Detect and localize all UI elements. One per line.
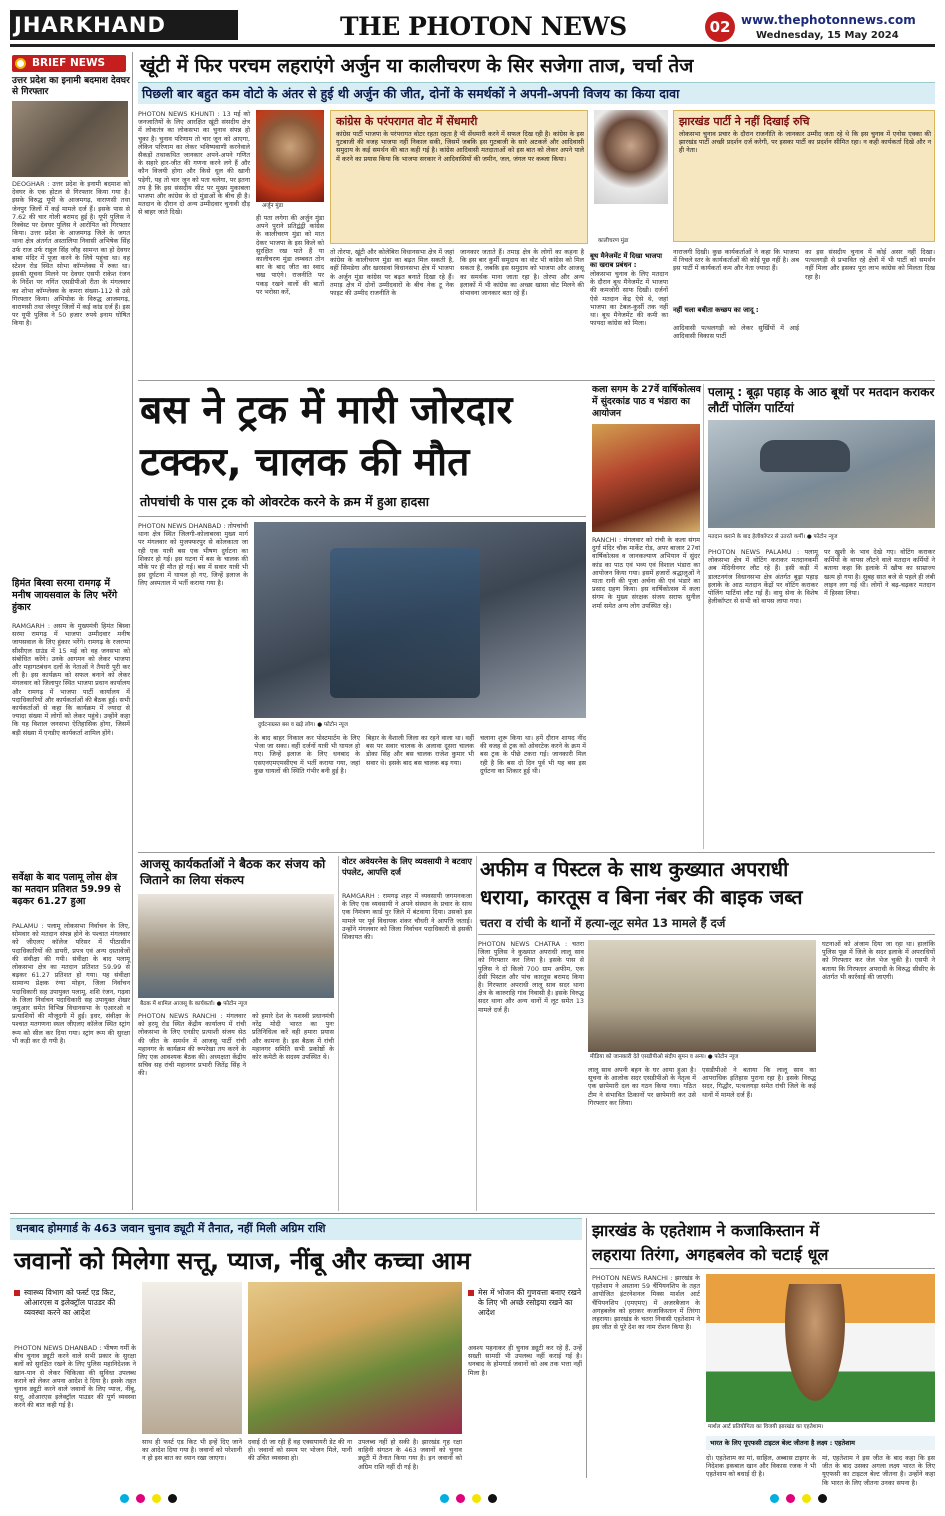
kazakh-photo-caption: मार्शल आर्ट प्रतियोगिता का विजयी झारखंड का एहतेशाम। — [708, 1424, 824, 1430]
opium-body-col-2: लालू साव अपनी बहन के घर आया हुआ है। सूचना के आलोक सदर एसडीपीओ के नेतृत्व में एक छापेमारी दल का गठन किया गया। गठित टीम ने संभावित ठिकानों पर छापेमारी कर उसे गिरफ्तार कर लिया। — [588, 1066, 696, 1107]
opium-body-col-3: एसडीपीओ ने बताया कि लालू साव का आपराधिक इतिहास पुराना रहा है। इसके विरुद्ध सदर, गिद्धौर, पत्थलगड़ा समेत रांची जिले के कई थानों में मामले दर्ज हैं। — [702, 1066, 816, 1099]
homeguard-bullet-1: स्वास्थ्य विभाग को फर्स्ट एड किट, ओआरएस व इलेक्ट्रॉल पाउडर की व्यवस्था करने का आदेश — [24, 1288, 116, 1317]
opium-photo — [588, 940, 816, 1052]
color-mark-yellow-3 — [802, 1494, 811, 1503]
opium-subhead: चतरा व रांची के थानों में हत्या-लूट समेत 13 मामले हैं दर्ज — [480, 916, 726, 930]
color-mark-magenta — [136, 1494, 145, 1503]
color-mark-black-2 — [488, 1494, 497, 1503]
lead-subhead-booth: बूथ मैनेजमेंट में दिखा भाजपा का खराब प्रबंधन : — [590, 252, 663, 269]
website-link[interactable]: www.thephotonnews.com — [741, 13, 916, 27]
kala-photo — [592, 424, 700, 532]
color-mark-cyan-3 — [770, 1494, 779, 1503]
kazakh-body-col-2: दो। एहतेशाम का मां, साहिल, अब्बास टाइगर के निदेशक इकबाल खान और विकास रजक ने भी एहतेशाम को बधाई दी है। — [706, 1454, 816, 1479]
truck-headline-line-1: बस ने ट्रक में मारी जोरदार — [140, 388, 513, 433]
paper-logo: THE PHOTON NEWS — [340, 12, 627, 41]
lead-body-col-3: तो तोरपा, खूंटी और कोलेबिरा विधानसभा क्षेत्र में जहां कांग्रेस के कालीचरण मुंडा का बढ़त मिल सकती है, वहीं सिमडेगा और खरसावां विधानसभा क्षेत्र में भाजपा के अर्जुन मुंडा कांग्रेस पर बढ़त बनाते दिखा रहे हैं। तमाड़ क्षेत्र में दोनों उम्मीदवारों के बीच नेक टू नेक फाइट की उम्मीद राजनीति के — [330, 248, 454, 298]
kazakh-photo-athlete — [780, 1284, 850, 1414]
lead-subhead-babita: नहीं चला बबीता कच्छप का जादू : — [673, 306, 759, 314]
brief-story-3-body: PALAMU : पलामू लोकसभा निर्वाचन के लिए, सोमवार को मतदान संपन्न होने के पश्चात मंगलवार को जीएलए कॉलेज परिसर में पीठासीन पदाधिकारियों की डायरी, प्रपत्र एवं अन्य दस्तावेजों की संवीक्षा की गयी। संवीक्षा के बाद पलामू लोकसभा क्षेत्र का मतदान प्रतिशत 59.99 से बढ़कर 61.27 प्रतिशत हो गया। यह संवीक्षा सामान्य प्रेक्षक रंग्या मोहन, जिला निर्वाचन पदाधिकारी सह उपायुक्त पलामू, शशि रंजन, गढ़वा के जिला निर्वाचन पदाधिकारी सह उपायुक्त शेखर जमुआर समेत विभिन्न विधानसभा के एआरओ व प्रत्याशियों की मौजूदगी में हुई। इधर, संवीक्षा के पश्चात मतगणना स्थल जीएलए कॉलेज स्थित स्ट्रांग रूम को सील कर दिया गया। स्ट्रांग रूम की सुरक्षा भी कड़ी कर दी गयी है। — [12, 922, 130, 1045]
brief-story-2-body: RAMGARH : असम के मुख्यमंत्री हिमंत बिस्वा सरमा रामगढ़ में भाजपा उम्मीदवार मनीष जायसवाल के लिए हुंकार भरेंगे। रामगढ़ के रजरप्पा सीसीएल ग्राउंड में 15 मई को वह जनसभा को संबोधित करेंगे। उनके आगमन को लेकर भाजपा और महागठबंधन दलों के नेताओं ने तैयारी पूरी कर ली है। इस कार्यक्रम को सफल बनाने को लेकर मंगलवार को जिलापुर स्थित भाजपा प्रधान कार्यालय और रामगढ़ में भाजपा पार्टी कार्यालय में पदाधिकारियों और कार्यकर्ताओं की बैठक हुई। सभी कार्यकर्ताओं से कहा कि कार्यक्रम में ज्यादा से ज्यादा संख्या में लोगों को लेकर पहुंचे। उन्होंने कहा कि यह विशाल जनसभा ऐतिहासिक होगा, जिसमें बड़ी संख्या में एनडीए कार्यकर्ता शामिल होंगे। — [12, 622, 130, 737]
brief-label: BRIEF NEWS — [32, 57, 106, 69]
opium-photo-caption: मीडिया को जानकारी देते एसडीपीओ संदीप सुमन व अन्य। ● फोटोन न्यूज — [590, 1054, 739, 1060]
brief-story-1-body: DEOGHAR : उत्तर प्रदेश के इनामी बदमाश को देवघर के एक होटल से गिरफ्तार किया गया है। इसके विरुद्ध यूपी के आजमगढ़, वाराणसी तथा जेनपुर जिलों में कई मामले दर्ज हैं। इसके पास से 7.62 की चार गोली बरामद हुई है। यूपी पुलिस ने रिक्वेस्ट पर देवघर पुलिस ने आरोपित को गिरफ्तार किया। उत्तर प्रदेश के आजमगढ़ जिले के जगत थाना क्षेत्र अंतर्गत अस्तालिया निवासी अभिषेक सिंह उर्फ राज उर्फ राहुल सिंह जौह सामन्त का हो देवघर बाबा मंदिर में पूजा करने के लिये पहुंचा था। वह स्टेशन रोड स्थित सोभा कॉम्प्लेक्स में रुका था। इसकी सूचना मिलने पर देवघर एसपी राकेश रंजन के निर्देश पर नगिंत एसडीपीओ रीता के मंगलवार का शोभा कॉम्प्लेक्स के कमरा संख्या-112 से उसे गिरफ्तार किया। अभियोक के विरुद्ध आजमगढ़, वाराणसी तथा जेनपुर जिलों में कई कांड दर्ज हैं। इस पर यूपी पुलिस ने 50 हजार रुपये इनाम घोषित किया है। — [12, 180, 130, 328]
lead-body-col-6b: आदिवासी पत्थलगड़ी को लेकर सुर्खियों में आई आदिवासी विकास पार्टी — [673, 324, 799, 341]
lead-body-col-1: PHOTON NEWS KHUNTI : 13 मई को जनजातियों के लिए आरक्षित खूंटी संसदीय क्षेत्र में लोकतंत्र का लोकसभा का चुनाव संपन्न हो चुका है। चुनाव परिणाम तो चार जून को आएगा, लेकिन परिणाम का लेकर भविष्यवाणी करनेवाले सैकड़ों तथाकथित जानकार अपने-अपने गणित के सहारे हार-जीत की गणना करने लगे हैं और कौन विजयी होगा और किसे धूल की खानी पड़ेगी, यह तो चार जून को पता चलेगा, पर इतना तय है कि इस संसदीय सीट पर मुख्य मुकाबला भाजपा और कांग्रेस के दो मुंडाओं के बीच ही है। मतदान के दौरान दो अन्य उम्मीदवार चुनावी दौड़ से बाहर जाते दिखे। — [138, 110, 250, 217]
homeguard-body-col-4: अवश्य पहनाकर ही चुनाव ड्यूटी कर रहे हैं, उन्हें सख्ती सामग्री भी उपलब्ध नहीं कराई गई है। धनबाद के होमगार्ड जवानों को अब तक भत्ता नहीं मिला है। — [468, 1344, 582, 1377]
lead-subhead: पिछली बार बहुत कम वोटो के अंतर से हुई थी अर्जुन की जीत, दोनों के समर्थकों ने अपनी-अपनी विजय का किया दावा — [142, 86, 680, 101]
kazakh-quote: भारत के लिए यूएफसी टाइटल बेल्ट जीतना है लक्ष्य : एहतेशाम — [710, 1439, 855, 1447]
palamu-title: पलामू : बूढ़ा पहाड़ के आठ बूथों पर मतदान कराकर लौटीं पोलिंग पार्टियां — [708, 385, 935, 415]
truck-body-col-2: के बाद बाहर निकाल कर पोस्टमार्टम के लिए भेजा जा सका। वहीं दर्जनों यात्री भी घायल हो गए। जिन्हें इलाज के लिए धनबाद के एसएनएमएमसीएच में भर्ती कराया गया, जहां कुछ घायलों की स्थिति गंभीर बनी हुई है। — [254, 734, 360, 775]
palamu-body-col-1: PHOTON NEWS PALAMU : पलामू लोकसभा क्षेत्र में वोटिंग कराकर मतदानकर्मी अब मेदिनीनगर लौट रहे हैं। इसी कड़ी में डालटनगंज विधानसभा क्षेत्र अंतर्गत बूढ़ा पहाड़ इलाके के आठ मतदान केंद्रों पर वोटिंग कराकर पोलिंग पार्टियां लौट गई हैं। वायु सेना के विशेष हेलीकॉप्टर से सभी को वापस लाया गया। — [708, 548, 818, 606]
color-mark-black — [168, 1494, 177, 1503]
issue-date: Wednesday, 15 May 2024 — [756, 30, 899, 41]
color-mark-yellow-2 — [472, 1494, 481, 1503]
opium-title-line-2: धराया, कारतूस व बिना नंबर की बाइक जब्त — [480, 885, 803, 909]
ajsu-body: PHOTON NEWS RANCHI : मंगलवार को हरमू रोड स्थित केंद्रीय कार्यालय में रांची लोकसभा के लिए एनडीए प्रत्याशी संजय सेठ की जीत के समर्थन में आजसू पार्टी रांची महानगर के कार्यक्रम की रूपरेखा तय करने के लिए एक आवश्यक बैठक की। अध्यक्षता केंद्रीय सचिव सह रांची महानगर प्रभारी जितेंद्र सिंह ने की। — [138, 1012, 246, 1078]
truck-subhead-rule — [138, 516, 586, 517]
voter-rule — [476, 856, 477, 1211]
lead-headline: खूंटी में फिर परचम लहराएंगे अर्जुन या कालीचरण के सिर सजेगा ताज, चर्चा तेज — [140, 55, 694, 77]
lead-body-col-6: नाराजगी दिखी। कुछ कार्यकर्ताओं ने कहा कि भाजपा में निचले स्तर के कार्यकर्ताओं की कोई पूछ नहीं है। अब इस पार्टी में कार्यकर्ता कम और नेता ज्यादा हैं। — [673, 248, 799, 273]
voter-title: वोटर अवेयरनेस के लिए व्यवसायी ने बटवाए पंपलेट, आपत्ति दर्ज — [342, 856, 472, 877]
lead-box-2-title: झारखंड पार्टी ने नहीं दिखाई रुचि — [679, 115, 810, 128]
kazakh-title-line-2: लहराया तिरंगा, अगहबलेव को चटाई धूल — [592, 1245, 829, 1264]
palamu-photo — [708, 420, 935, 528]
lead-body-col-4: जानकार जताते हैं। तमाड़ क्षेत्र के लोगों का कहना है कि इस बार कुर्मी समुदाय का वोट भी कांग्रेस को मिल सकता है, जबकि इस समुदाय को भाजपा और आजसू का समर्थक माना जाता रहा है। तोरपा और अन्य इलाकों में भी कांग्रेस का अच्छा खासा वोट मिलने की संभावना जानकार बता रहे हैं। — [460, 248, 584, 298]
kazakh-body-col-1: PHOTON NEWS RANCHI : झारखंड के एहतेशाम ने अस्ताना 59 चैंपियनशिप के तहत आयोजित इंटरनेशनल मिक्स मार्शल आर्ट चैंपियनशिप (एमएमए) में अजरबैजान के अगहबलेव को हराकर कजाकिस्तान में तिरंगा लहराया। झारखंड के चतरा निवासी एहतेशाम ने इस जीत से पूरे देश का नाम रोशन किया है। — [592, 1274, 700, 1332]
kazakh-body-col-3: मां, एहतेशाम ने इस जीत के बाद कहा कि इस जीत के बाद उसका अगला लक्ष्य भारत के लिए यूएफसी का टाइटल बेल्ट जीतना है। उन्होंने कहा कि भारत के लिए जीतना उनका सपना है। — [822, 1454, 935, 1487]
kala-body: RANCHI : मंगलवार को रांची के कला संगम दुर्गा मंदिर चौक मार्केट रोड, अपर बाजार 27वां वार्षिकोत्सव व जानकल्याण अभियान में सुंदर कांड का पाठ एवं भव्य एवं विशाल भंडारा का आयोजन किया गया। इसमें हजारों श्रद्धालुओं ने माता रानी की पूजा अर्चना की एवं भंडारे का प्रसाद ग्रहण किया। इस वार्षिकोत्सव में कला संगम के मुख्य संरक्षक संजय सराफ सुनील शर्मा समेत अन्य लोग उपस्थित रहे। — [592, 536, 700, 610]
homeguard-body-col-5: उपलब्ध नहीं हो सकी है। झारखंड गृह रक्षा वाहिनी संगठन के 463 जवानों को चुनाव ड्यूटी में तैनात किया गया है। इन जवानों को अग्रिम राशि नहीं दी गई है। — [358, 1438, 462, 1471]
brief-story-1-title: उत्तर प्रदेश का इनामी बदमाश देवघर से गिरफ्तार — [12, 76, 130, 97]
truck-headline-line-2: टक्कर, चालक की मौत — [140, 440, 470, 485]
lower-rule — [10, 1213, 935, 1214]
kazakh-title-rule — [590, 1268, 935, 1269]
color-mark-magenta-2 — [456, 1494, 465, 1503]
homeguard-banner: धनबाद होमगार्ड के 463 जवान चुनाव ड्यूटी में तैनात, नहीं मिली अग्रिम राशि — [16, 1222, 326, 1235]
mid-rule — [138, 852, 935, 853]
brief-story-1-photo — [12, 101, 128, 177]
truck-photo-bus — [330, 548, 480, 698]
lead-box-2-body: लोकसभा चुनाव प्रचार के दौरान राजनीति के जानकार उम्मीद जता रहे थे कि इस चुनाव में एनोस एक्का की झारखंड पार्टी अच्छी प्रदर्शन दर्ज करेगी, पर इसका पार्टी का प्रदर्शन सीमित रहा। न कही कार्यकर्ता दिखे और न ही नेता। — [679, 130, 931, 155]
ajsu-body-2: को हमारे देश के यशस्वी प्रधानमंत्री नरेंद्र मोदी भारत का पुनः प्रतिनिधित्व करें वही हमारा प्रयास और कामना है। इस बैठक में रांची महानगर समिति सभी प्रकोष्ठों के कोर कमेटी के सदस्य उपस्थित थे। — [252, 1012, 334, 1062]
truck-subhead: तोपचांची के पास ट्रक को ओवरटेक करने के क्रम में हुआ हादसा — [140, 494, 429, 509]
color-mark-black-3 — [818, 1494, 827, 1503]
ajsu-photo — [138, 894, 334, 998]
homeguard-photo-hand — [142, 1282, 242, 1434]
palamu-photo-helicopter — [760, 440, 850, 472]
lead-photo-kalicharan — [594, 110, 668, 204]
ajsu-title: आजसू कार्यकर्ताओं ने बैठक कर संजय को जिताने का लिया संकल्प — [140, 857, 326, 887]
lead-bottom-rule — [138, 380, 935, 381]
opium-body-col-4: घटनाओं को अंजाम दिया जा रहा था। हालांकि पुलिस पूछ में जिले के सदर इलाके में अपराधियों को गिरफ्तार कर जेल भेज चुकी है। एसपी ने बताया कि गिरफ्तार अपराधी के विरुद्ध सीसीए के अंतर्गत भी कार्रवाई की जाएगी। — [822, 940, 935, 981]
section-title: JHARKHAND — [14, 13, 166, 37]
homeguard-headline: जवानों को मिलेगा सत्तू, प्याज, नींबू और कच्चा आम — [14, 1247, 471, 1275]
page-number: 02 — [709, 18, 731, 36]
homeguard-body-col-1: PHOTON NEWS DHANBAD : भीषण गर्मी के बीच चुनाव ड्यूटी करने वाले सभी प्रकार के सुरक्षा बलों को सुरक्षित रखने के लिए पुलिस महानिदेशक ने खान-पान से लेकर चिकित्सा की सुविधा उपलब्ध कराने को लेकर अपना आदेश दे दिया है। इसके तहत चुनाव ड्यूटी करने वाले जवानों के लिए प्याज, नींबू, सत्तू, ओआरएस इलेक्ट्रॉल पाउडर की पूर्ण व्यवस्था करने की बात कही गई है। — [14, 1344, 136, 1410]
color-mark-magenta-3 — [786, 1494, 795, 1503]
kala-rule — [703, 384, 704, 849]
kala-title: कला सगम के 27वें वार्षिकोत्सव में सुंदरकांड पाठ व भंडारा का आयोजन — [592, 384, 701, 419]
opium-title-line-1: अफीम व पिस्टल के साथ कुख्यात अपराधी — [480, 857, 789, 881]
color-mark-cyan-2 — [440, 1494, 449, 1503]
brief-icon — [15, 58, 26, 69]
palamu-body-col-2: पर खुशी के भाव देखे गए। वोटिंग कराकर कर्मियों के वापस लौटने वाले मतदान कर्मियों ने बताया कहा कि इलाके में खौफ का साम्राज्य खत्म हो गया है। सुबह सात बजे से पहले ही लंबी लाइन लग गई थी। लोगों ने बढ़-चढ़कर मतदान में हिस्सा लिया। — [824, 548, 935, 598]
lead-photo-arjun-caption: अर्जुन मुंडा — [262, 203, 284, 209]
lead-body-col-7: का इस संसदीय चुनाव में कोई असर नहीं दिखा। पत्थलगड़ी से प्रभावित रहे क्षेत्रों में भी पार्टी को समर्थन नहीं मिला और इसका पूरा लाभ कांग्रेस को मिलता दिख रहा है। — [805, 248, 935, 281]
homeguard-rule — [586, 1218, 587, 1478]
color-mark-cyan — [120, 1494, 129, 1503]
brief-story-2-title: हिमंत बिस्वा सरमा रामगढ़ में मनीष जायसवाल के लिए भरेंगे हुंकार — [12, 578, 118, 613]
lead-box-1-title: कांग्रेस के परंपरागत वोट में सेंधमारी — [336, 115, 478, 128]
voter-body: RAMGARH : रामगढ़ शहर में व्यवसायी जगमनकजा के लिए एक व्यवसायी ने अपने संस्थान के प्रचार के साथ एक निमंत्रण कार्ड पुर जिले में बंटवाया दिया। उसको इस मामले पर पूर्व विधायक शंकर चौधरी ने आपत्ति जताई। उन्होंने मंगलवार को जिला निर्वाचन पदाधिकारी से इसकी शिकायत की। — [342, 892, 472, 942]
homeguard-body-col-2: साथ ही फर्स्ट एड किट भी इन्हें दिए जाने का आदेश दिया गया है। जवानों को परेशानी न हो इस बात का ध्यान रखा जाएगा। — [142, 1438, 242, 1463]
homeguard-bullet-2-icon — [468, 1290, 474, 1296]
truck-body-col-4: चलाना शुरू किया था। हमें दौरान शायद नींद की वजह से ट्रक को ओवरटेक करने के क्रम में बस ट्रक के पीछे टकरा गई। जानकारी मिल रही है कि बस दो दिन पूर्व भी यह बस इस दुर्घटना का शिकार हुई थी। — [480, 734, 586, 775]
brief-story-3-title: सर्वेक्षा के बाद पलामू लोस क्षेत्र का मतदान प्रतिशत 59.99 से बढ़कर 61.27 हुआ — [12, 872, 121, 907]
homeguard-body-col-3: दवाई दी जा रही हैं वह एक्सपायरी डेट की ना हो। जवानों को समय पर भोजन मिले, पानी की उचित व्यवस्था हो। — [248, 1438, 352, 1463]
masthead-rule — [10, 44, 935, 47]
brief-column-rule — [132, 52, 133, 1210]
lead-body-col-5: लोकसभा चुनाव के लिए मतदान के दौरान बूथ मैनेजमेंट में भाजपा की कमजोरी साफ दिखी। दर्जनों ऐसे मतदान केंद्र ऐसे थे, जहां भाजपा का टेबल-कुर्सी तक नहीं था। बूथ मैनेजमेंट की कमी का फायदा कांग्रेस को मिला। — [590, 270, 668, 328]
truck-body-col-1: PHOTON NEWS DHANBAD : तोपचांची थाना क्षेत्र स्थित जिलगी-कोलाबरवा मुख्य मार्ग पर मंगलवार को मुजफ्फरपुर से कोलकाता जा रही एक यात्री बस एक भीषण दुर्घटना का शिकार हो गई। इस घटना में बस के चालक की मौके पर ही मौत हो गई। बस में सवार यात्री भी इस दुर्घटना में घायल हो गए, जिन्हें इलाज के लिए अस्पताल में भर्ती कराया गया है। — [138, 522, 248, 588]
palamu-photo-caption: मतदान कराने के बाद हेलीकॉप्टर से उतरते कर्मी। ● फोटोन न्यूज — [708, 534, 838, 540]
lead-photo-kalicharan-caption: कालीचरण मुंडा — [598, 238, 629, 244]
ajsu-rule — [338, 856, 339, 1211]
color-mark-yellow — [152, 1494, 161, 1503]
homeguard-photo-food — [248, 1282, 462, 1434]
homeguard-bullet-2: मेस में भोजन की गुणवत्ता बनाए रखने के लिए भी अच्छे रसोइया रखने का आदेश — [478, 1288, 582, 1317]
lead-box-1-body: कांग्रेस पार्टी भाजपा के परंपरागत वोटर रहता रहता है भी सेंधमारी करने में सफल दिख रही है। कांग्रेस के इस गुटबाजी की वजह भाजपा नहीं निकाल सकी, जिसमें जबकि इस गुटबाजी के सारे अटकलें और आदिवासी समुदाय के कई समर्थन की बात कही गई है। कांग्रेस आदिवासी मतदाताओं को इस बात को लेकर अपने पाले में करने का प्रयास किया कि भाजपा सरकार ने आदिवासियों की जमीन, जल, जंगल पर कब्जा किया। — [336, 130, 584, 163]
lead-photo-arjun — [256, 110, 324, 202]
opium-body-col-1: PHOTON NEWS CHATRA : चतरा जिला पुलिस ने कुख्यात अपराधी लालू साव को गिरफ्तार कर लिया है। इसके पास से पुलिस ने दो किलो 700 ग्राम अफीम, एक देसी पिस्टल और पांच कारतूस बरामद किया है। गिरफ्तार अपराधी लालू साव सदर थाना क्षेत्र के कारुराहि गांव निवासी है। इसके विरुद्ध सदर थाना और अन्य थानों में लूट समेत 13 मामले दर्ज हैं। — [478, 940, 584, 1014]
truck-photo-caption: दुर्घटनाग्रस्त बस व खड़े लोग। ● फोटोन न्यूज — [258, 722, 348, 728]
ajsu-photo-caption: बैठक में शामिल आजसू के कार्यकर्ता। ● फोटोन न्यूज — [140, 1001, 248, 1007]
opium-subhead-rule — [478, 934, 935, 935]
kazakh-title-line-1: झारखंड के एहतेशाम ने कजाकिस्तान में — [592, 1221, 820, 1240]
lead-body-col-2: ही पता लगेगा की अर्जुन मुंडा अपने पुराने प्रतिद्वंद्वी कांग्रेस के कालीचरण मुंडा को मात देकर भाजपा के इस किले को सुरक्षित रख पाते हैं या कालीचरण मुंडा लम्बवत तोन बार के बाद जीत का स्वाद चख पाएंगे। राजनीति पर पकड़ रखने वालों की बातों पर भरोसा करें, — [256, 214, 324, 296]
homeguard-bullet-1-icon — [14, 1290, 20, 1296]
truck-body-col-3: बिहार के वैशाली जिला का रहने वाला था। वहीं बस पर सवार चालक के अलावा दूसरा चालक डोका सिंह और बस चालक राजेश कुमार भी सवार थे। इसके बाद बस चालक बढ़ गया। — [366, 734, 474, 767]
